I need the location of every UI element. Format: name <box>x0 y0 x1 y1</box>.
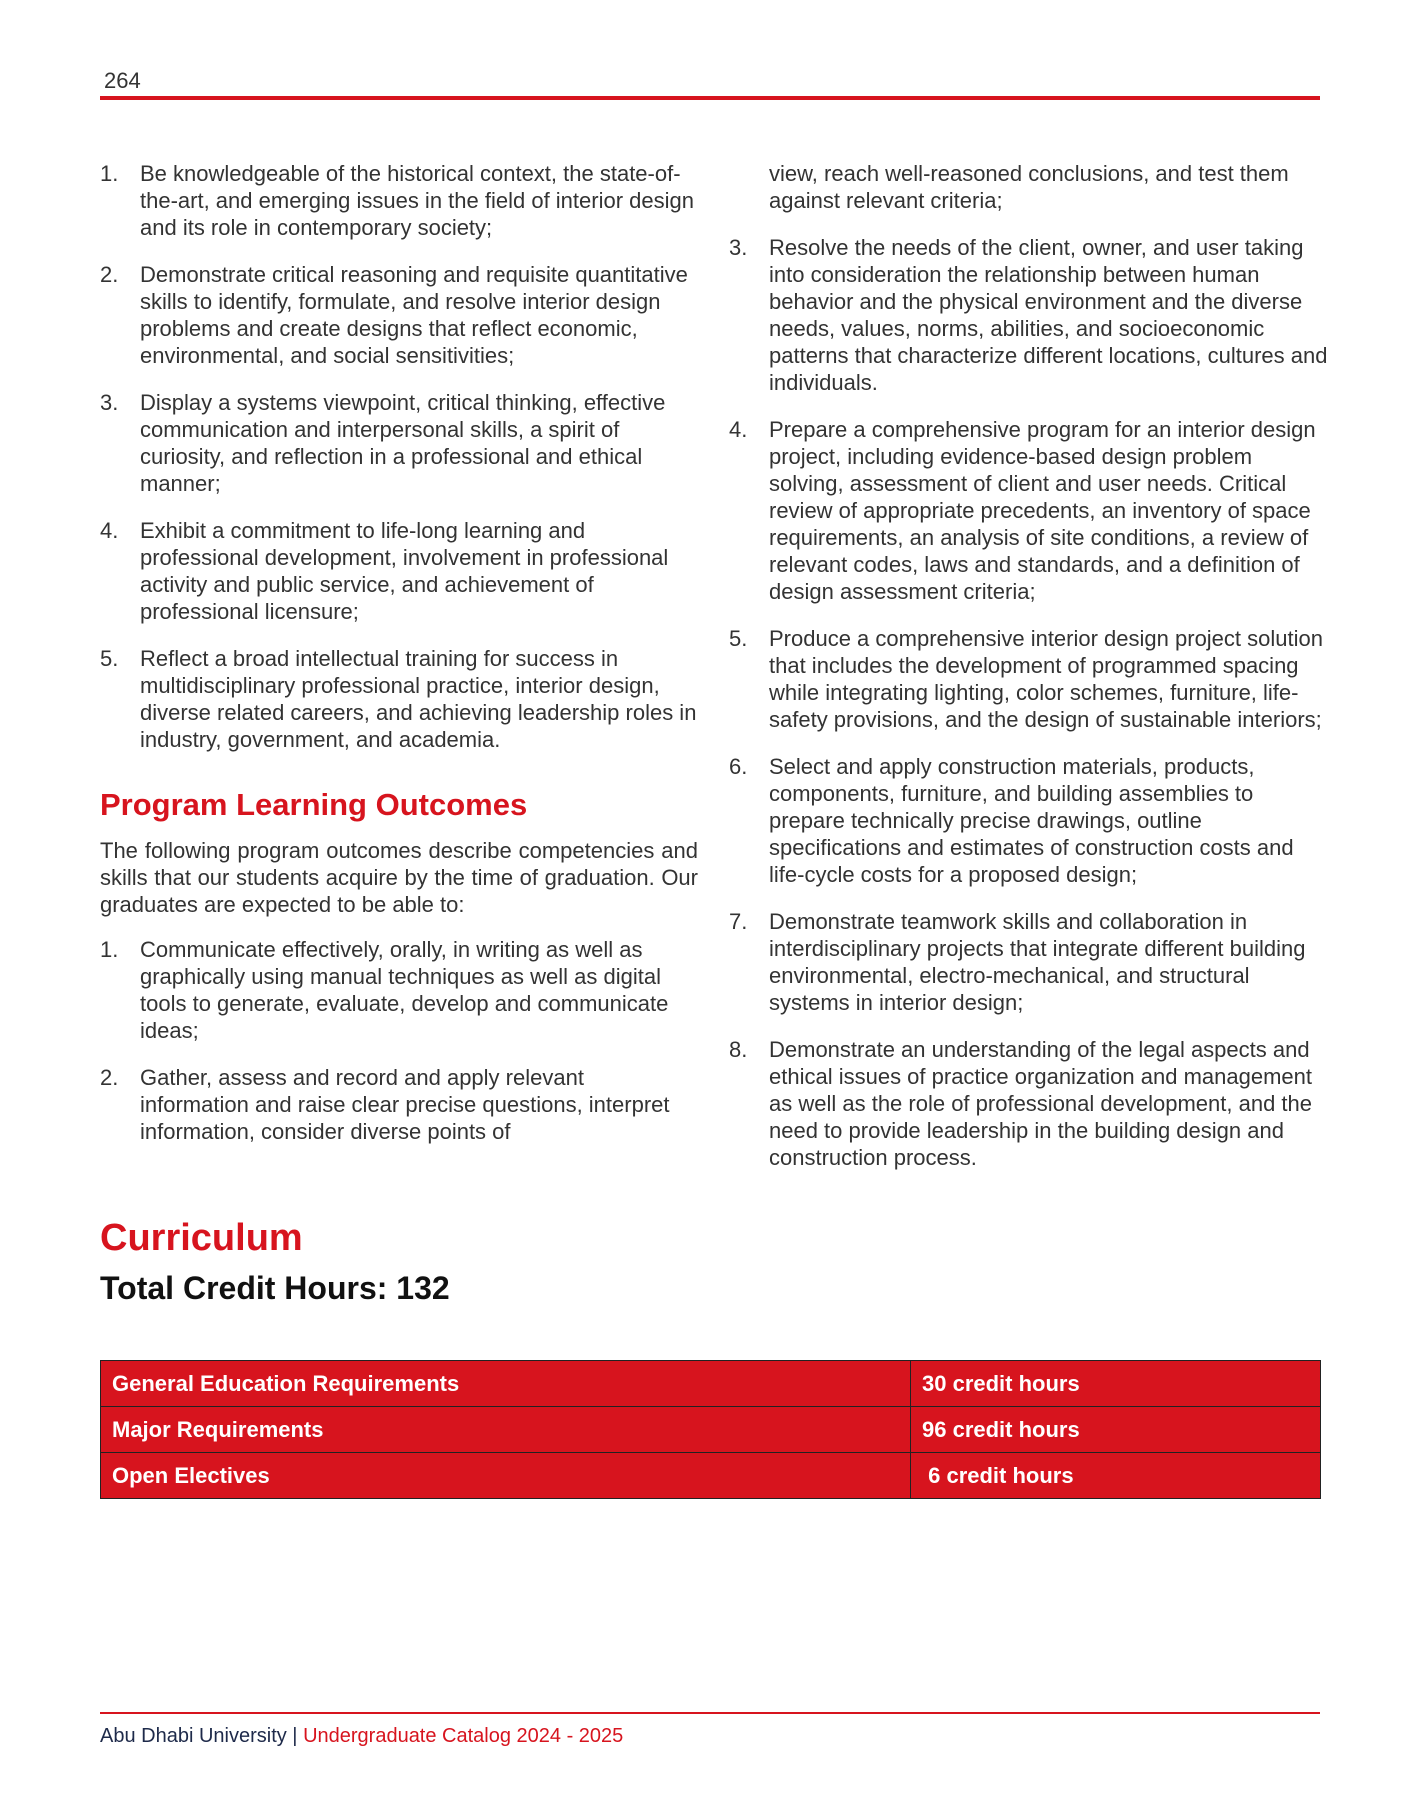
list-item <box>100 1064 698 1145</box>
list-item <box>100 389 698 497</box>
list-item-text: Demonstrate an understanding of the legal aspects and ethical issues of practice organization and management as well as the role of professional development, and the need to provide leadership in the building design and construction process. <box>769 1037 1312 1170</box>
list-item-number: 5. <box>729 626 748 651</box>
list-item-text: Be knowledgeable of the historical context, the state-of-the-art, and emerging issues in the field of interior design and its role in contemporary society; <box>140 161 694 240</box>
list-item <box>729 753 1329 888</box>
list-item-text: Resolve the needs of the client, owner, and user taking into consideration the relationship between human behavior and the physical environment and the diverse needs, values, norms, abilities, and socioeconomic patterns that characterize different locations, cultures and individuals. <box>769 235 1328 395</box>
list-item-text: Demonstrate teamwork skills and collaboration in interdisciplinary projects that integrate different building environmental, electro-mechanical, and structural systems in interior design; <box>769 909 1306 1015</box>
credit-hours-table <box>100 1360 1321 1499</box>
table-cell-hours: 96 credit hours <box>911 1407 1321 1453</box>
list-item-continuation: view, reach well-reasoned conclusions, and test them against relevant criteria; <box>769 161 1289 213</box>
right-column <box>729 160 1329 1191</box>
table-cell-hours: 30 credit hours <box>911 1361 1321 1407</box>
list-item-text: Produce a comprehensive interior design project solution that includes the development of programmed spacing while integrating lighting, color schemes, furniture, life-safety provisions, and the design of sustainable interiors; <box>769 626 1323 732</box>
table-row <box>101 1407 1321 1453</box>
section-heading-learning-outcomes: Program Learning Outcomes <box>100 787 528 822</box>
table-cell-requirement: General Education Requirements <box>101 1361 911 1407</box>
list-item-text: Gather, assess and record and apply relevant information and raise clear precise questions, interpret information, consider diverse points of <box>140 1065 670 1144</box>
list-item-text: Reflect a broad intellectual training for success in multidisciplinary professional practice, interior design, diverse related careers, and achieving leadership roles in industry, government, and academia. <box>140 646 697 752</box>
header-rule <box>100 96 1320 100</box>
list-item-number: 4. <box>100 518 119 543</box>
program-objectives-list <box>100 160 698 753</box>
list-item-number: 1. <box>100 161 119 186</box>
list-item <box>729 908 1329 1016</box>
page-number: 264 <box>104 68 141 93</box>
table-row <box>101 1453 1321 1499</box>
list-item <box>729 625 1329 733</box>
list-item-number: 3. <box>100 390 119 415</box>
footer-university: Abu Dhabi University <box>100 1725 287 1747</box>
table-row <box>101 1361 1321 1407</box>
list-item-text: Communicate effectively, orally, in writing as well as graphically using manual techniques as well as digital tools to generate, evaluate, develop and communicate ideas; <box>140 937 669 1043</box>
curriculum-title: Curriculum <box>100 1217 303 1259</box>
list-item-number: 7. <box>729 909 748 934</box>
list-item-number: 8. <box>729 1037 748 1062</box>
list-item <box>100 645 698 753</box>
list-item <box>100 261 698 369</box>
left-column <box>100 160 698 1165</box>
learning-outcomes-intro: The following program outcomes describe competencies and skills that our students acquire by the time of graduation. Our graduates are expected to be able to: <box>100 838 698 917</box>
list-item-text: Select and apply construction materials, products, components, furniture, and building assemblies to prepare technically precise drawings, outline specifications and estimates of construction costs and life-cycle costs for a proposed design; <box>769 754 1294 887</box>
list-item-number: 3. <box>729 235 748 260</box>
footer-catalog: Undergraduate Catalog 2024 - 2025 <box>303 1725 624 1747</box>
list-item-number: 6. <box>729 754 748 779</box>
table-cell-hours: 6 credit hours <box>911 1453 1321 1499</box>
table-cell-requirement: Open Electives <box>101 1453 911 1499</box>
list-item-text: Exhibit a commitment to life-long learning and professional development, involvement in professional activity and public service, and achievement of professional licensure; <box>140 518 669 624</box>
list-item-number: 1. <box>100 937 119 962</box>
list-item-number: 2. <box>100 262 119 287</box>
footer-rule <box>100 1712 1320 1714</box>
list-item <box>100 517 698 625</box>
list-item <box>100 936 698 1044</box>
curriculum-section <box>100 1216 450 1308</box>
learning-outcomes-list-left <box>100 936 698 1145</box>
footer-separator: | <box>286 1725 304 1747</box>
list-item <box>729 416 1329 605</box>
list-item-number: 5. <box>100 646 119 671</box>
list-item <box>729 234 1329 396</box>
list-item-text: Display a systems viewpoint, critical thinking, effective communication and interpersonal skills, a spirit of curiosity, and reflection in a professional and ethical manner; <box>140 390 666 496</box>
footer <box>100 1724 623 1748</box>
list-item-number: 4. <box>729 417 748 442</box>
list-item <box>100 160 698 241</box>
total-credit-hours: Total Credit Hours: 132 <box>100 1270 450 1306</box>
list-item-number: 2. <box>100 1065 119 1090</box>
table-cell-requirement: Major Requirements <box>101 1407 911 1453</box>
list-item-text: Demonstrate critical reasoning and requisite quantitative skills to identify, formulate, and resolve interior design problems and create designs that reflect economic, environmental, and social sensitivities; <box>140 262 688 368</box>
list-item <box>729 1036 1329 1171</box>
list-item-text: Prepare a comprehensive program for an interior design project, including evidence-based design problem solving, assessment of client and user needs. Critical review of appropriate precedents, an inventory of space requirements, an analysis of site conditions, a review of relevant codes, laws and standards, and a definition of design assessment criteria; <box>769 417 1316 604</box>
learning-outcomes-list-right <box>729 234 1329 1171</box>
